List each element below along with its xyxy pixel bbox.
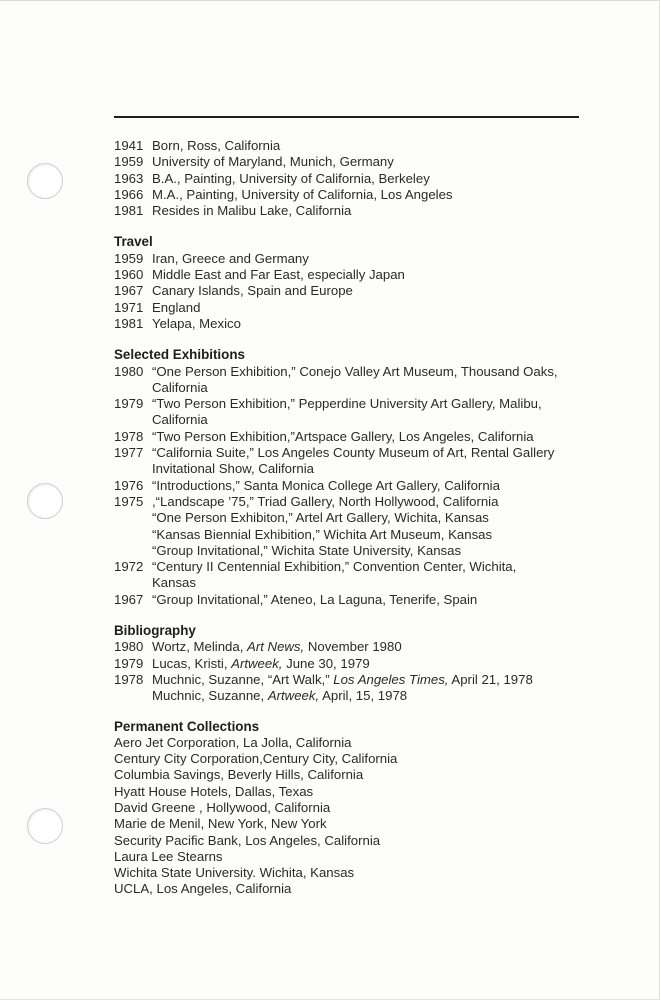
exhibition-row [114,543,609,559]
collection-item: Marie de Menil, New York, New York [114,816,327,832]
bio-row [114,203,609,219]
bibliography-row [114,639,609,655]
bibliography-year: 1979 [114,655,144,671]
punch-hole-middle [27,483,63,519]
bibliography-year [114,688,152,704]
exhibition-row [114,575,609,591]
exhibition-text: “Two Person Exhibition,” Pepperdine University Art Gallery, Malibu, [152,396,542,412]
travel-year: 1967 [114,283,144,299]
bio-row [114,187,609,203]
travel-text: Yelapa, Mexico [152,315,241,331]
punch-hole-bottom [27,808,63,844]
bibliography-author: Muchnic, Suzanne, [152,688,268,704]
exhibition-text: “Kansas Biennial Exhibition,” Wichita Art Museum, Kansas [152,526,493,542]
collection-item: Security Pacific Bank, Los Angeles, California [114,832,381,848]
bibliography-publication: Art News, [247,639,305,655]
exhibition-text: Kansas [152,575,196,591]
exhibition-row [114,461,609,477]
exhibition-row [114,559,609,575]
travel-text: Iran, Greece and Germany [152,250,309,266]
exhibition-text: California [152,412,208,428]
bibliography-heading: Bibliography [114,623,196,639]
collection-item: Wichita State University. Wichita, Kansas [114,865,355,881]
bibliography-author: Lucas, Kristi, [152,655,232,671]
bio-text: B.A., Painting, University of California, Berkeley [152,170,430,186]
exhibition-text: “Introductions,” Santa Monica College Art Gallery, California [152,477,500,493]
exhibition-text: Invitational Show, California [152,461,315,477]
exhibition-year: 1975 [114,493,144,509]
collection-item: David Greene , Hollywood, California [114,799,331,815]
exhibitions-section [114,347,609,608]
collection-item: Century City Corporation,Century City, California [114,751,398,767]
resume-content [114,138,609,898]
bio-text: M.A., Painting, University of California, Los Angeles [152,186,453,202]
collections-section [114,719,609,898]
collection-item: Columbia Savings, Beverly Hills, California [114,767,364,783]
exhibition-text: California [152,379,208,395]
bibliography-row [114,688,609,704]
travel-row [114,283,609,299]
exhibitions-heading: Selected Exhibitions [114,347,245,363]
travel-text: England [152,299,201,315]
exhibition-text: ,“Landscape ’75,” Triad Gallery, North Hollywood, California [152,493,499,509]
travel-year: 1981 [114,315,144,331]
travel-text: Middle East and Far East, especially Japan [152,267,405,283]
bibliography-publication: Los Angeles Times, [333,671,449,687]
bio-year: 1941 [114,138,144,153]
exhibition-row [114,412,609,428]
collection-item: Aero Jet Corporation, La Jolla, California [114,734,352,750]
bio-text: Born, Ross, California [152,138,281,153]
exhibition-text: “Century II Centennial Exhibition,” Convention Center, Wichita, [152,559,517,575]
bibliography-text [152,639,609,655]
exhibition-row [114,527,609,543]
travel-row [114,300,609,316]
travel-year: 1960 [114,267,144,283]
exhibition-year: 1980 [114,363,144,379]
bibliography-author: Muchnic, Suzanne, “Art Walk,” [152,671,334,687]
travel-text: Canary Islands, Spain and Europe [152,283,353,299]
exhibition-text: “California Suite,” Los Angeles County Museum of Art, Rental Gallery [152,445,555,461]
bio-text: Resides in Malibu Lake, California [152,203,352,219]
exhibition-text: “Group Invitational,” Ateneo, La Laguna, Tenerife, Spain [152,591,478,607]
bio-row [114,138,609,154]
bibliography-author: Wortz, Melinda, [152,639,248,655]
exhibition-row [114,380,609,396]
bibliography-date: April 21, 1978 [448,671,533,687]
bibliography-date: June 30, 1979 [282,655,370,671]
bibliography-date: November 1980 [304,639,402,655]
punch-hole-top [27,163,63,199]
bio-row [114,171,609,187]
exhibition-row [114,429,609,445]
travel-row [114,251,609,267]
exhibition-row [114,445,609,461]
travel-year: 1971 [114,299,144,315]
collections-heading: Permanent Collections [114,718,260,734]
travel-heading: Travel [114,234,153,250]
exhibition-text: “Group Invitational,” Wichita State University, Kansas [152,542,462,558]
bibliography-row [114,672,609,688]
bibliography-publication: Artweek, [231,655,283,671]
bibliography-date: April, 15, 1978 [319,688,408,704]
collection-item: Laura Lee Stearns [114,848,223,864]
bio-text: University of Maryland, Munich, Germany [152,154,394,170]
travel-section [114,234,609,332]
bio-year: 1963 [114,170,144,186]
exhibition-row [114,592,609,608]
bibliography-year: 1980 [114,639,144,655]
exhibition-row [114,478,609,494]
exhibition-text: “One Person Exhibiton,” Artel Art Gallery, Wichita, Kansas [152,510,489,526]
bibliography-text [152,688,609,704]
header-rule [114,116,579,118]
travel-row [114,316,609,332]
exhibition-text: “One Person Exhibition,” Conejo Valley Art Museum, Thousand Oaks, [152,363,558,379]
exhibition-year: 1977 [114,445,144,461]
bibliography-row [114,656,609,672]
bibliography-publication: Artweek, [267,688,320,704]
exhibition-year: 1979 [114,396,144,412]
bibliography-text [152,656,609,672]
bio-row [114,154,609,170]
collection-item: Hyatt House Hotels, Dallas, Texas [114,783,314,799]
exhibition-row [114,364,609,380]
bibliography-year: 1978 [114,671,144,687]
bibliography-section [114,623,609,704]
exhibition-row [114,510,609,526]
exhibition-year: 1978 [114,428,144,444]
travel-row [114,267,609,283]
bio-section [114,138,609,219]
exhibition-row [114,494,609,510]
collection-item: UCLA, Los Angeles, California [114,881,292,897]
bio-year: 1966 [114,186,144,202]
travel-year: 1959 [114,250,144,266]
exhibition-year: 1972 [114,559,144,575]
exhibition-year: 1967 [114,591,144,607]
bibliography-text [152,672,609,688]
exhibition-row [114,396,609,412]
exhibition-text: “Two Person Exhibition,”Artspace Gallery, Los Angeles, California [152,428,534,444]
bio-year: 1959 [114,154,144,170]
exhibition-year: 1976 [114,477,144,493]
bio-year: 1981 [114,203,144,219]
